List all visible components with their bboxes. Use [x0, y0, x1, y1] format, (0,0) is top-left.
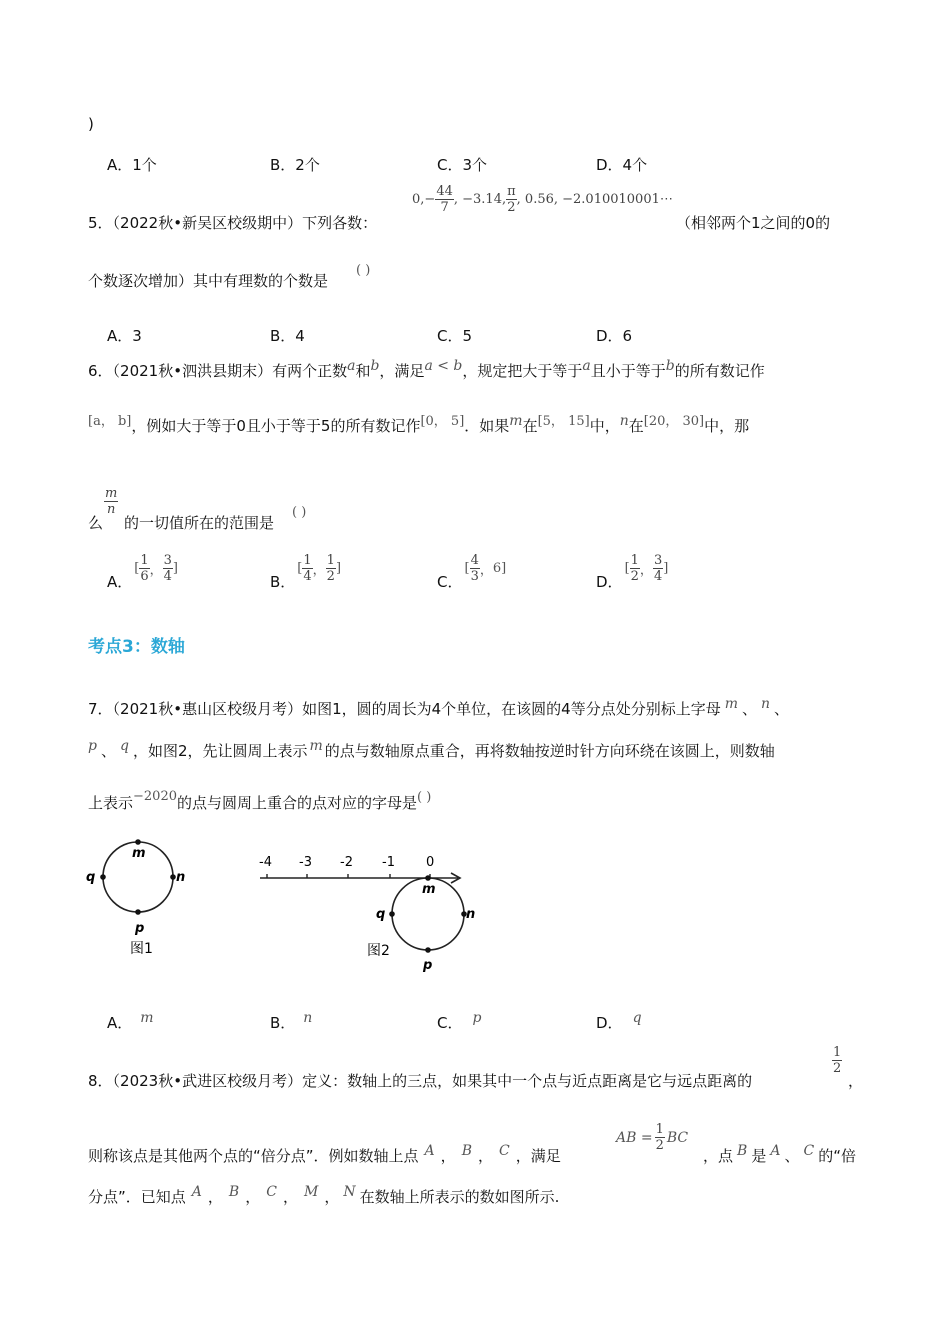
- q6-opt-a-n1: 1: [140, 553, 149, 568]
- q7-sep-3: 、: [100, 742, 116, 760]
- q8-point-m: M: [303, 1184, 319, 1200]
- fig2-point-m: [425, 875, 431, 881]
- q4-option-c: C．3个: [437, 156, 488, 174]
- q4-tail: ): [88, 115, 94, 133]
- q6-fraction-m-n: [104, 486, 118, 517]
- q8-eq-left: AB =: [616, 1129, 653, 1146]
- q8-half-num: 1: [833, 1045, 842, 1060]
- q7-answer-paren: ( ): [417, 790, 432, 805]
- q7-text-e: 的点与圆周上重合的点对应的字母是: [177, 794, 418, 812]
- q7-number: −2020: [133, 789, 177, 804]
- q6-opt-b-label: B．: [270, 573, 296, 591]
- q8-point-a: A: [424, 1143, 435, 1159]
- q7-option-a: [107, 1012, 154, 1033]
- q6-var-a-2: a: [582, 358, 591, 374]
- fig1-label-p: p: [135, 921, 145, 936]
- q6-text-c: ，规定把大于等于: [462, 362, 583, 380]
- q8-sep-4: ，: [245, 1188, 261, 1206]
- q7-opt-d-label: D．: [596, 1014, 623, 1032]
- q7-option-c: [437, 1012, 481, 1033]
- q6-var-b: b: [370, 358, 380, 374]
- q8-point-c-2: C: [803, 1143, 815, 1159]
- fig1-point-p: [135, 909, 141, 915]
- q8-point-c-3: C: [266, 1184, 277, 1200]
- q6-opt-c-rest: 6: [492, 561, 502, 576]
- q7-option-b: [270, 1012, 312, 1033]
- q5-option-d: D．6: [596, 327, 633, 345]
- q4-option-a: A．1个: [107, 156, 157, 174]
- q7-opt-a-value: m: [140, 1010, 154, 1026]
- q6-opt-c-n1: 4: [470, 553, 479, 568]
- q6-line2: [88, 415, 749, 436]
- q4-option-b: B．2个: [270, 156, 320, 174]
- q6-line1: [88, 360, 765, 381]
- q5-fraction-pi-2: [506, 184, 517, 215]
- fig2-label-n: n: [466, 907, 476, 922]
- q7-letter-m-2: m: [309, 738, 323, 754]
- q6-opt-b-d2: 2: [326, 569, 335, 584]
- q6-bracket-0-5: [0， 5]: [420, 414, 465, 429]
- q5-frac1-num: 44: [436, 184, 453, 199]
- q5-fraction-44-7: [435, 184, 454, 215]
- q5-seq-zero: 0,: [412, 192, 425, 207]
- q7-sep-2: 、: [774, 700, 790, 718]
- q6-line3-text: 的一切值所在的范围是: [124, 514, 275, 532]
- q6-option-b: B． [ $\frac{1}{4}$ ， $\frac{1}{2}$ ]: [270, 553, 342, 591]
- q6-var-n: n: [619, 413, 629, 429]
- q8-sep-3: ，: [207, 1188, 223, 1206]
- q5-frac2-num: π: [507, 184, 516, 199]
- q6-text-k: 中，那: [704, 417, 750, 435]
- q6-answer-paren: ( ): [292, 505, 307, 520]
- q6-bracket-ab: [a， b]: [88, 414, 132, 429]
- q8-text-b: ，满足: [515, 1147, 561, 1165]
- q6-text-h: 在: [522, 417, 538, 435]
- q6-opt-c-d1: 3: [470, 569, 479, 584]
- q5-seq-mid: , −3.14,: [453, 192, 507, 207]
- q8-point-a-3: A: [191, 1184, 202, 1200]
- q8-line2-tail: [703, 1145, 856, 1166]
- q7-line1: [88, 698, 789, 719]
- q5-number-list: [412, 184, 673, 215]
- q8-point-a-2: A: [770, 1143, 781, 1159]
- q6-opt-b-n2: 1: [326, 553, 335, 568]
- fig2-tick-label-m2: -2: [340, 855, 353, 870]
- q6-text-b: ，满足: [379, 362, 425, 380]
- fig1-label-n: n: [176, 870, 186, 885]
- q7-opt-a-label: A．: [107, 1014, 133, 1032]
- q6-opt-b-n1: 1: [303, 553, 312, 568]
- q6-text-a: 6．（2021秋•泗洪县期末）有两个正数: [88, 362, 348, 380]
- q5-line2: 个数逐次增加）其中有理数的个数是: [88, 272, 329, 290]
- fig2-tick-label-m4: -4: [259, 855, 272, 870]
- q6-frac-num: m: [105, 486, 118, 501]
- fig2-point-q: [389, 911, 395, 917]
- fig1-point-m: [135, 839, 141, 845]
- q7-opt-b-value: n: [303, 1010, 313, 1026]
- q8-half-fraction: [832, 1045, 842, 1076]
- q7-opt-b-label: B．: [270, 1014, 296, 1032]
- q7-text-a: 7．（2021秋•惠山区校级月考）如图1，圆的周长为4个单位，在该圆的4等分点处分别标上字母: [88, 700, 721, 718]
- q8-text-e: 、: [784, 1147, 800, 1165]
- q8-line3: [88, 1186, 559, 1207]
- q6-opt-d-n2: 3: [653, 553, 663, 568]
- q8-half-den: 2: [833, 1061, 842, 1076]
- q8-line1: 8．（2023秋•武进区校级月考）定义：数轴上的三点，如果其中一个点与近点距离是它与远点距离的: [88, 1072, 753, 1090]
- q7-opt-c-label: C．: [437, 1014, 463, 1032]
- q7-letter-p: p: [88, 738, 97, 754]
- q6-text-j: 在: [628, 417, 644, 435]
- q6-frac-den: n: [106, 502, 116, 517]
- q6-option-c: C． [ $\frac{4}{3}$ ， 6 ]: [437, 553, 507, 591]
- q6-bracket-5-15: [5， 15]: [537, 414, 590, 429]
- q7-line3: [88, 789, 432, 813]
- q5-frac1-den: 7: [440, 200, 449, 215]
- q5-seq-end: , 0.56, −2.010010001⋯: [516, 192, 673, 207]
- q8-sep-2: ，: [477, 1147, 493, 1165]
- q4-option-d: D．4个: [596, 156, 648, 174]
- q8-sep-5: ，: [282, 1188, 298, 1206]
- q8-sep-6: ，: [324, 1188, 340, 1206]
- q8-equation: [616, 1122, 688, 1153]
- q5-frac2-den: 2: [507, 200, 516, 215]
- fig1-label-m: m: [132, 846, 146, 861]
- q8-point-n: N: [343, 1184, 356, 1200]
- q6-opt-a-d2: 4: [163, 569, 172, 584]
- q8-text-a: 则称该点是其他两个点的“倍分点”．例如数轴上点: [88, 1147, 419, 1165]
- fig1-label-q: q: [86, 870, 96, 885]
- fig1-caption: 图1: [130, 941, 153, 957]
- q7-letter-q: q: [119, 738, 129, 754]
- figure-2: [250, 850, 480, 975]
- q6-opt-b-d1: 4: [303, 569, 312, 584]
- q8-point-c: C: [499, 1143, 510, 1159]
- q6-opt-d-d1: 2: [630, 569, 639, 584]
- q5-suffix: （相邻两个1之间的0的: [676, 214, 831, 232]
- q8-sep-1: ，: [440, 1147, 456, 1165]
- q7-line2: [88, 740, 775, 761]
- q7-text-c: 的点与数轴原点重合，再将数轴按逆时针方向环绕在该圆上，则数轴: [324, 742, 775, 760]
- fig2-caption: 图2: [367, 943, 390, 959]
- q6-text-i: 中，: [589, 417, 620, 435]
- q8-line2: [88, 1145, 561, 1166]
- q8-eq-right: BC: [666, 1129, 689, 1146]
- q6-text-g: ．如果: [464, 417, 510, 435]
- q5-answer-paren: ( ): [356, 263, 371, 278]
- q7-text-d: 上表示: [88, 794, 134, 812]
- fig1-point-q: [100, 874, 106, 880]
- fig2-label-m: m: [422, 882, 436, 897]
- q6-bracket-20-30: [20， 30]: [643, 414, 705, 429]
- q8-point-b: B: [461, 1143, 472, 1159]
- q6-opt-d-d2: 4: [653, 569, 663, 584]
- q6-opt-c-label: C．: [437, 573, 463, 591]
- q7-letter-m: m: [724, 696, 738, 712]
- q5-option-a: A．3: [107, 327, 142, 345]
- q8-text-h: 在数轴上所表示的数如图所示.: [359, 1188, 560, 1206]
- q6-text-d: 且小于等于: [590, 362, 666, 380]
- fig2-label-p: p: [423, 958, 433, 973]
- q6-opt-a-d1: 6: [140, 569, 149, 584]
- fig2-tick-label-m3: -3: [299, 855, 312, 870]
- fig1-point-n: [170, 874, 176, 880]
- q6-var-a: a: [347, 358, 356, 374]
- q7-sep-1: 、: [741, 700, 757, 718]
- q6-text-e: 的所有数记作: [674, 362, 765, 380]
- q7-option-d: [596, 1012, 642, 1033]
- q6-line3-prefix: 么: [88, 514, 104, 532]
- q8-point-b-3: B: [228, 1184, 240, 1200]
- q7-letter-n: n: [761, 696, 771, 712]
- q7-text-b: ，如图2，先让圆周上表示: [132, 742, 308, 760]
- q6-option-a: A． [ $\frac{1}{6}$ ， $\frac{3}{4}$ ]: [107, 553, 178, 591]
- fig2-tick-label-0: 0: [426, 855, 435, 870]
- fig2-tick-label-m1: -1: [382, 855, 395, 870]
- q6-condition: a < b: [424, 358, 463, 374]
- q6-opt-d-n1: 1: [630, 553, 639, 568]
- q6-opt-d-label: D．: [596, 573, 623, 591]
- q8-point-b-2: B: [737, 1143, 748, 1159]
- figure-1: [80, 835, 200, 965]
- section-heading: 考点3：数轴: [88, 637, 185, 657]
- q5-neg: −: [424, 192, 436, 207]
- q6-and: 和: [355, 362, 371, 380]
- q8-comma: ，: [848, 1072, 864, 1090]
- q8-text-g: 分点”．已知点: [88, 1188, 186, 1206]
- q8-text-c: ，点: [703, 1147, 734, 1165]
- q5-prefix: 5．（2022秋•新吴区校级期中）下列各数：: [88, 214, 378, 232]
- q8-eq-num: 1: [655, 1122, 664, 1137]
- q5-option-c: C．5: [437, 327, 473, 345]
- q6-var-b-2: b: [665, 358, 675, 374]
- q5-option-b: B．4: [270, 327, 305, 345]
- fig2-label-q: q: [376, 907, 386, 922]
- q8-text-d: 是: [751, 1147, 767, 1165]
- q8-eq-den: 2: [655, 1138, 664, 1153]
- q6-text-f: ，例如大于等于0且小于等于5的所有数记作: [131, 417, 421, 435]
- q8-text-f: 的“倍: [818, 1147, 856, 1165]
- q7-opt-c-value: p: [472, 1010, 482, 1026]
- fig2-point-p: [425, 947, 431, 953]
- q6-opt-a-label: A．: [107, 573, 133, 591]
- q6-option-d: D． [ $\frac{1}{2}$ ， $\frac{3}{4}$ ]: [596, 553, 669, 591]
- q6-opt-a-n2: 3: [163, 553, 172, 568]
- q7-opt-d-value: q: [632, 1010, 642, 1026]
- q6-var-m: m: [509, 413, 523, 429]
